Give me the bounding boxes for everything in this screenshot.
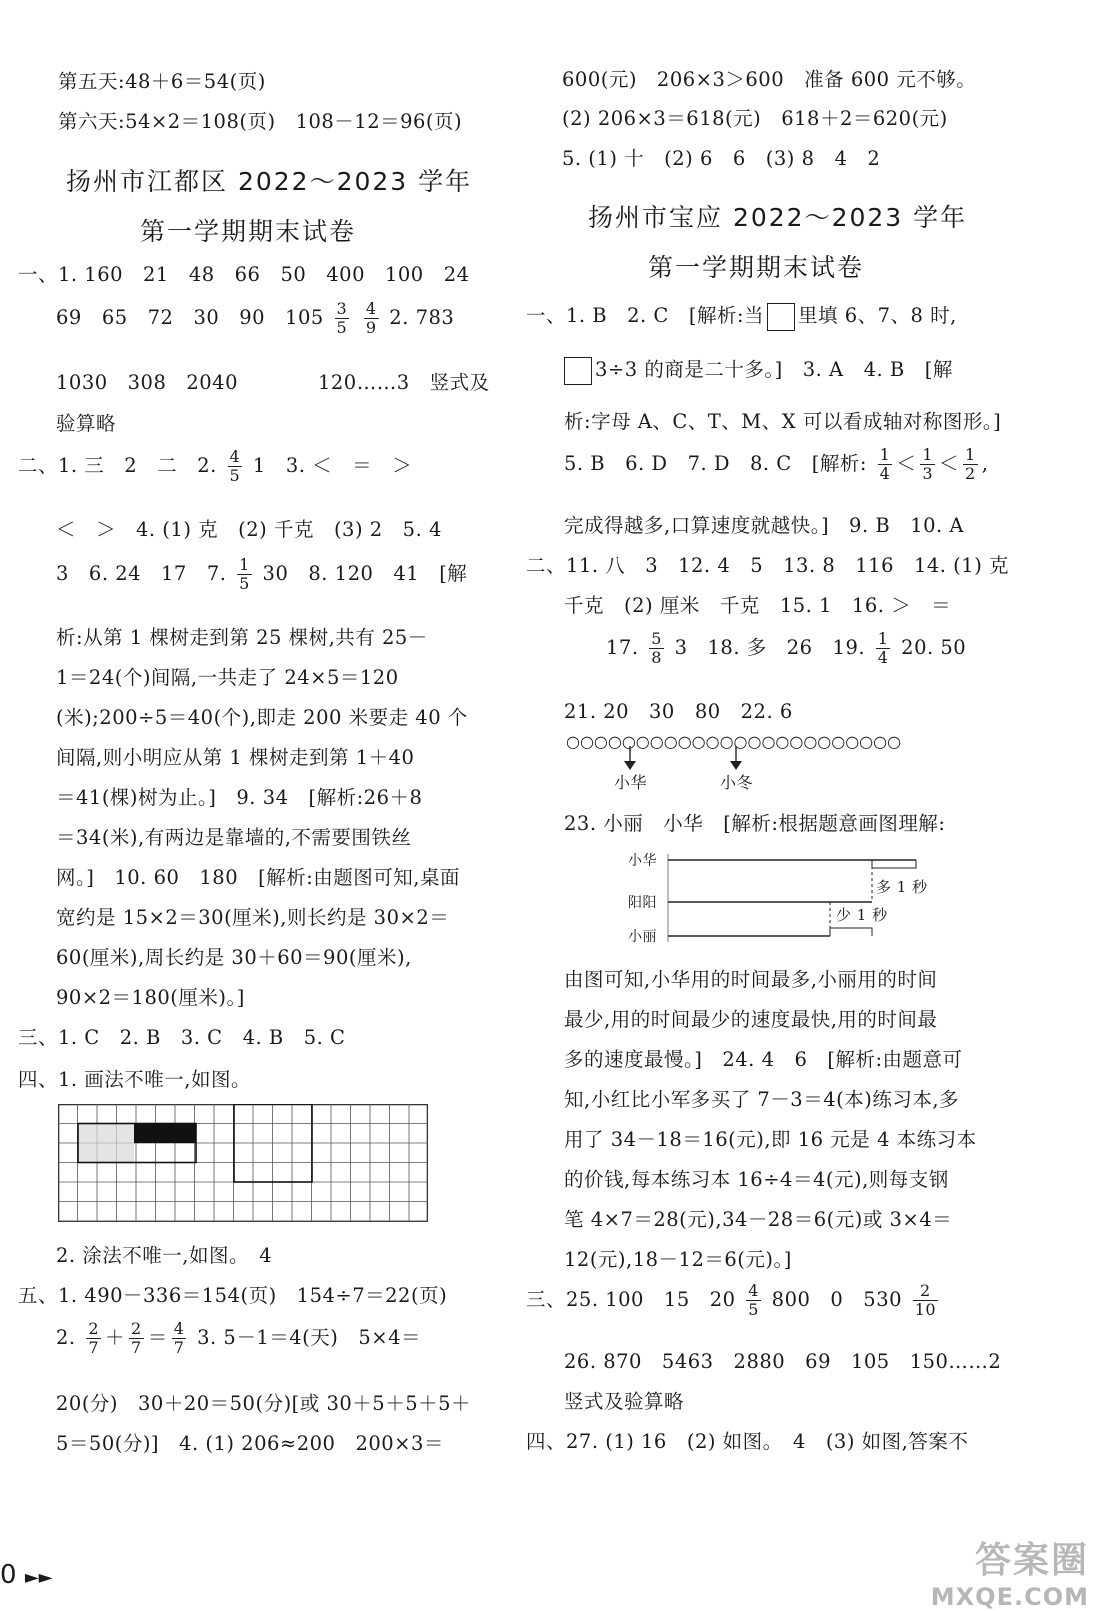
answer-line: 26. 870 5463 2880 69 105 150……2: [564, 1350, 1002, 1373]
shaded-rect: [134, 1124, 196, 1144]
explanation-line: 1＝24(个)间隔,一共走了 24×5＝120: [56, 666, 399, 689]
explanation-line: 23. 小丽 小华 [解析:根据题意画图理解:: [564, 812, 946, 835]
answer-line: 第五天:48＋6＝54(页): [58, 70, 266, 93]
answer-line: 二、11. 八 3 12. 4 5 13. 8 116 14. (1) 克: [526, 554, 1010, 577]
answer-line: 21. 20 30 80 22. 6: [564, 700, 793, 723]
answer-line: 3 6. 24 17 7. $\frac{1}{5}$ 30 8. 120 41 [解: [56, 555, 468, 593]
answer-line: 2. $\frac{2}{7}$ ＋ $\frac{2}{7}$ ＝ $\frac{4}{7}$ 3. 5－1＝4(天) 5×4＝: [56, 1319, 421, 1357]
explanation-line: 知,小红比小军多买了 7－3＝4(本)练习本,多: [564, 1088, 960, 1111]
answer-line: 三、1. C 2. B 3. C 4. B 5. C: [18, 1026, 346, 1049]
answer-line: 五、1. 490－336＝154(页) 154÷7＝22(页): [18, 1284, 448, 1307]
watermark: 答案圈 MXQE.COM: [930, 1540, 1089, 1611]
answer-line: 四、27. (1) 16 (2) 如图。 4 (3) 如图,答案不: [526, 1430, 969, 1453]
fraction: $\frac{1}{2}$: [965, 445, 976, 483]
arrow-label: 小冬: [720, 773, 754, 792]
answer-line: 一、1. 160 21 48 66 50 400 100 24: [18, 263, 470, 286]
answer-line: ＜ ＞ 4. (1) 克 (2) 千克 (3) 2 5. 4: [56, 518, 442, 541]
section-title: 扬州市宝应 2022～2023 学年: [588, 203, 968, 232]
section-title: 扬州市江都区 2022～2023 学年: [66, 167, 473, 196]
fraction: $\frac{2}{10}$: [914, 1281, 937, 1319]
explanation-line: 析:字母 A、C、T、M、X 可以看成轴对称图形。]: [564, 410, 1002, 433]
section-subtitle: 第一学期期末试卷: [140, 217, 357, 246]
explanation-line: ＝41(棵)树为止。] 9. 34 [解析:26＋8: [56, 786, 423, 809]
circle-row: ○○○○○○○○○○○○○○○○○○○○○○○○: [566, 732, 902, 751]
fraction: $\frac{3}{5}$: [336, 299, 348, 337]
blank-box: [767, 303, 795, 331]
explanation-line: 完成得越多,口算速度就越快。] 9. B 10. A: [564, 514, 964, 537]
answer-line: 3÷3 的商是二十多。] 3. A 4. B [解: [564, 354, 953, 385]
answer-line: 17. $\frac{5}{8}$ 3 18. 多 26 19. $\frac{1}{4}$ 20. 50: [606, 629, 967, 667]
explanation-line: 析:从第 1 棵树走到第 25 棵树,共有 25－: [56, 626, 428, 649]
answer-line: 1030 308 2040 120……3 竖式及: [56, 371, 490, 394]
answer-line: 一、1. B 2. C [解析:当 里填 6、7、8 时,: [526, 300, 957, 331]
answer-line: (2) 206×3＝618(元) 618＋2＝620(元): [562, 107, 948, 130]
fraction: $\frac{4}{5}$: [748, 1281, 759, 1319]
light-rect: [78, 1124, 134, 1163]
answer-line: 验算略: [56, 412, 117, 435]
diagram-label: 阳阳: [628, 895, 657, 911]
blank-box: [564, 357, 592, 385]
explanation-line: ＝34(米),有两边是靠墙的,不需要围铁丝: [56, 826, 412, 849]
arrow-label: 小华: [614, 773, 648, 792]
answer-line: 2. 涂法不唯一,如图。 4: [56, 1244, 273, 1267]
explanation-line: 笔 4×7＝28(元),34－28＝6(元)或 3×4＝: [564, 1208, 953, 1231]
fraction: $\frac{4}{9}$: [365, 299, 377, 337]
fraction: $\frac{1}{3}$: [922, 445, 934, 483]
fraction: $\frac{1}{4}$: [877, 629, 889, 667]
answer-line: 5＝50(分)] 4. (1) 206≈200 200×3＝: [56, 1432, 444, 1455]
explanation-line: 的价钱,每本练习本 16÷4＝4(元),则每支钢: [564, 1168, 949, 1191]
explanation-line: 60(厘米),周长约是 30＋60＝90(厘米),: [56, 946, 412, 969]
time-line-diagram: [626, 844, 946, 954]
answer-line: 四、1. 画法不唯一,如图。: [18, 1068, 252, 1091]
explanation-line: 多的速度最慢。] 24. 4 6 [解析:由题意可: [564, 1048, 963, 1071]
fraction: $\frac{2}{7}$: [131, 1319, 142, 1357]
diagram-label: 小华: [628, 853, 657, 869]
fraction: $\frac{4}{5}$: [229, 447, 241, 485]
fraction: $\frac{1}{5}$: [239, 555, 250, 593]
page-number: 0 ►►: [0, 1560, 53, 1590]
diagram-label: 小丽: [628, 929, 657, 945]
answer-line: 69 65 72 30 90 105 $\frac{3}{5}$ $\frac{4}{9}$ 2. 783: [56, 299, 455, 337]
fraction: $\frac{2}{7}$: [88, 1319, 99, 1357]
diagram-label: 少 1 秒: [836, 906, 888, 924]
answer-line: 600(元) 206×3＞600 准备 600 元不够。: [562, 68, 977, 91]
explanation-line: 最少,用的时间最少的速度最快,用的时间最: [564, 1008, 938, 1031]
fraction: $\frac{5}{8}$: [651, 629, 662, 667]
explanation-line: 网。] 10. 60 180 [解析:由题图可知,桌面: [56, 866, 460, 889]
section-subtitle: 第一学期期末试卷: [648, 253, 865, 282]
explanation-line: 90×2＝180(厘米)。]: [56, 986, 245, 1009]
explanation-line: 用了 34－18＝16(元),即 16 元是 4 本练习本: [564, 1128, 977, 1151]
explanation-line: 宽约是 15×2＝30(厘米),则长约是 30×2＝: [56, 906, 450, 929]
answer-line: 5. B 6. D 7. D 8. C [解析: $\frac{1}{4}$ ＜ $\frac{1}{3}$ ＜ $\frac{1}{2}$ ,: [564, 445, 989, 483]
answer-line: 第六天:54×2＝108(页) 108－12＝96(页): [58, 110, 463, 133]
explanation-line: 间隔,则小明应从第 1 棵树走到第 1＋40: [56, 746, 415, 769]
answer-line: 20(分) 30＋20＝50(分)[或 30＋5＋5＋5＋: [56, 1392, 472, 1415]
answer-line: 千克 (2) 厘米 千克 15. 1 16. ＞ ＝: [564, 594, 952, 617]
explanation-line: 12(元),18－12＝6(元)。]: [564, 1248, 792, 1271]
answer-line: 二、1. 三 2 二 2. $\frac{4}{5}$ 1 3. ＜ ＝ ＞: [18, 447, 413, 485]
explanation-line: (米);200÷5＝40(个),即走 200 米要走 40 个: [56, 706, 468, 729]
grid-figure: [58, 1104, 428, 1222]
answer-line: 竖式及验算略: [564, 1390, 685, 1413]
fraction: $\frac{1}{4}$: [879, 445, 891, 483]
arrow-diagram: [566, 746, 766, 772]
answer-line: 5. (1) 十 (2) 6 6 (3) 8 4 2: [562, 147, 881, 170]
fraction: $\frac{4}{7}$: [173, 1319, 185, 1357]
diagram-label: 多 1 秒: [876, 878, 928, 896]
answer-line: 三、25. 100 15 20 $\frac{4}{5}$ 800 0 530 $\frac{2}{10}$: [526, 1281, 937, 1319]
explanation-line: 由图可知,小华用的时间最多,小丽用的时间: [564, 968, 938, 991]
